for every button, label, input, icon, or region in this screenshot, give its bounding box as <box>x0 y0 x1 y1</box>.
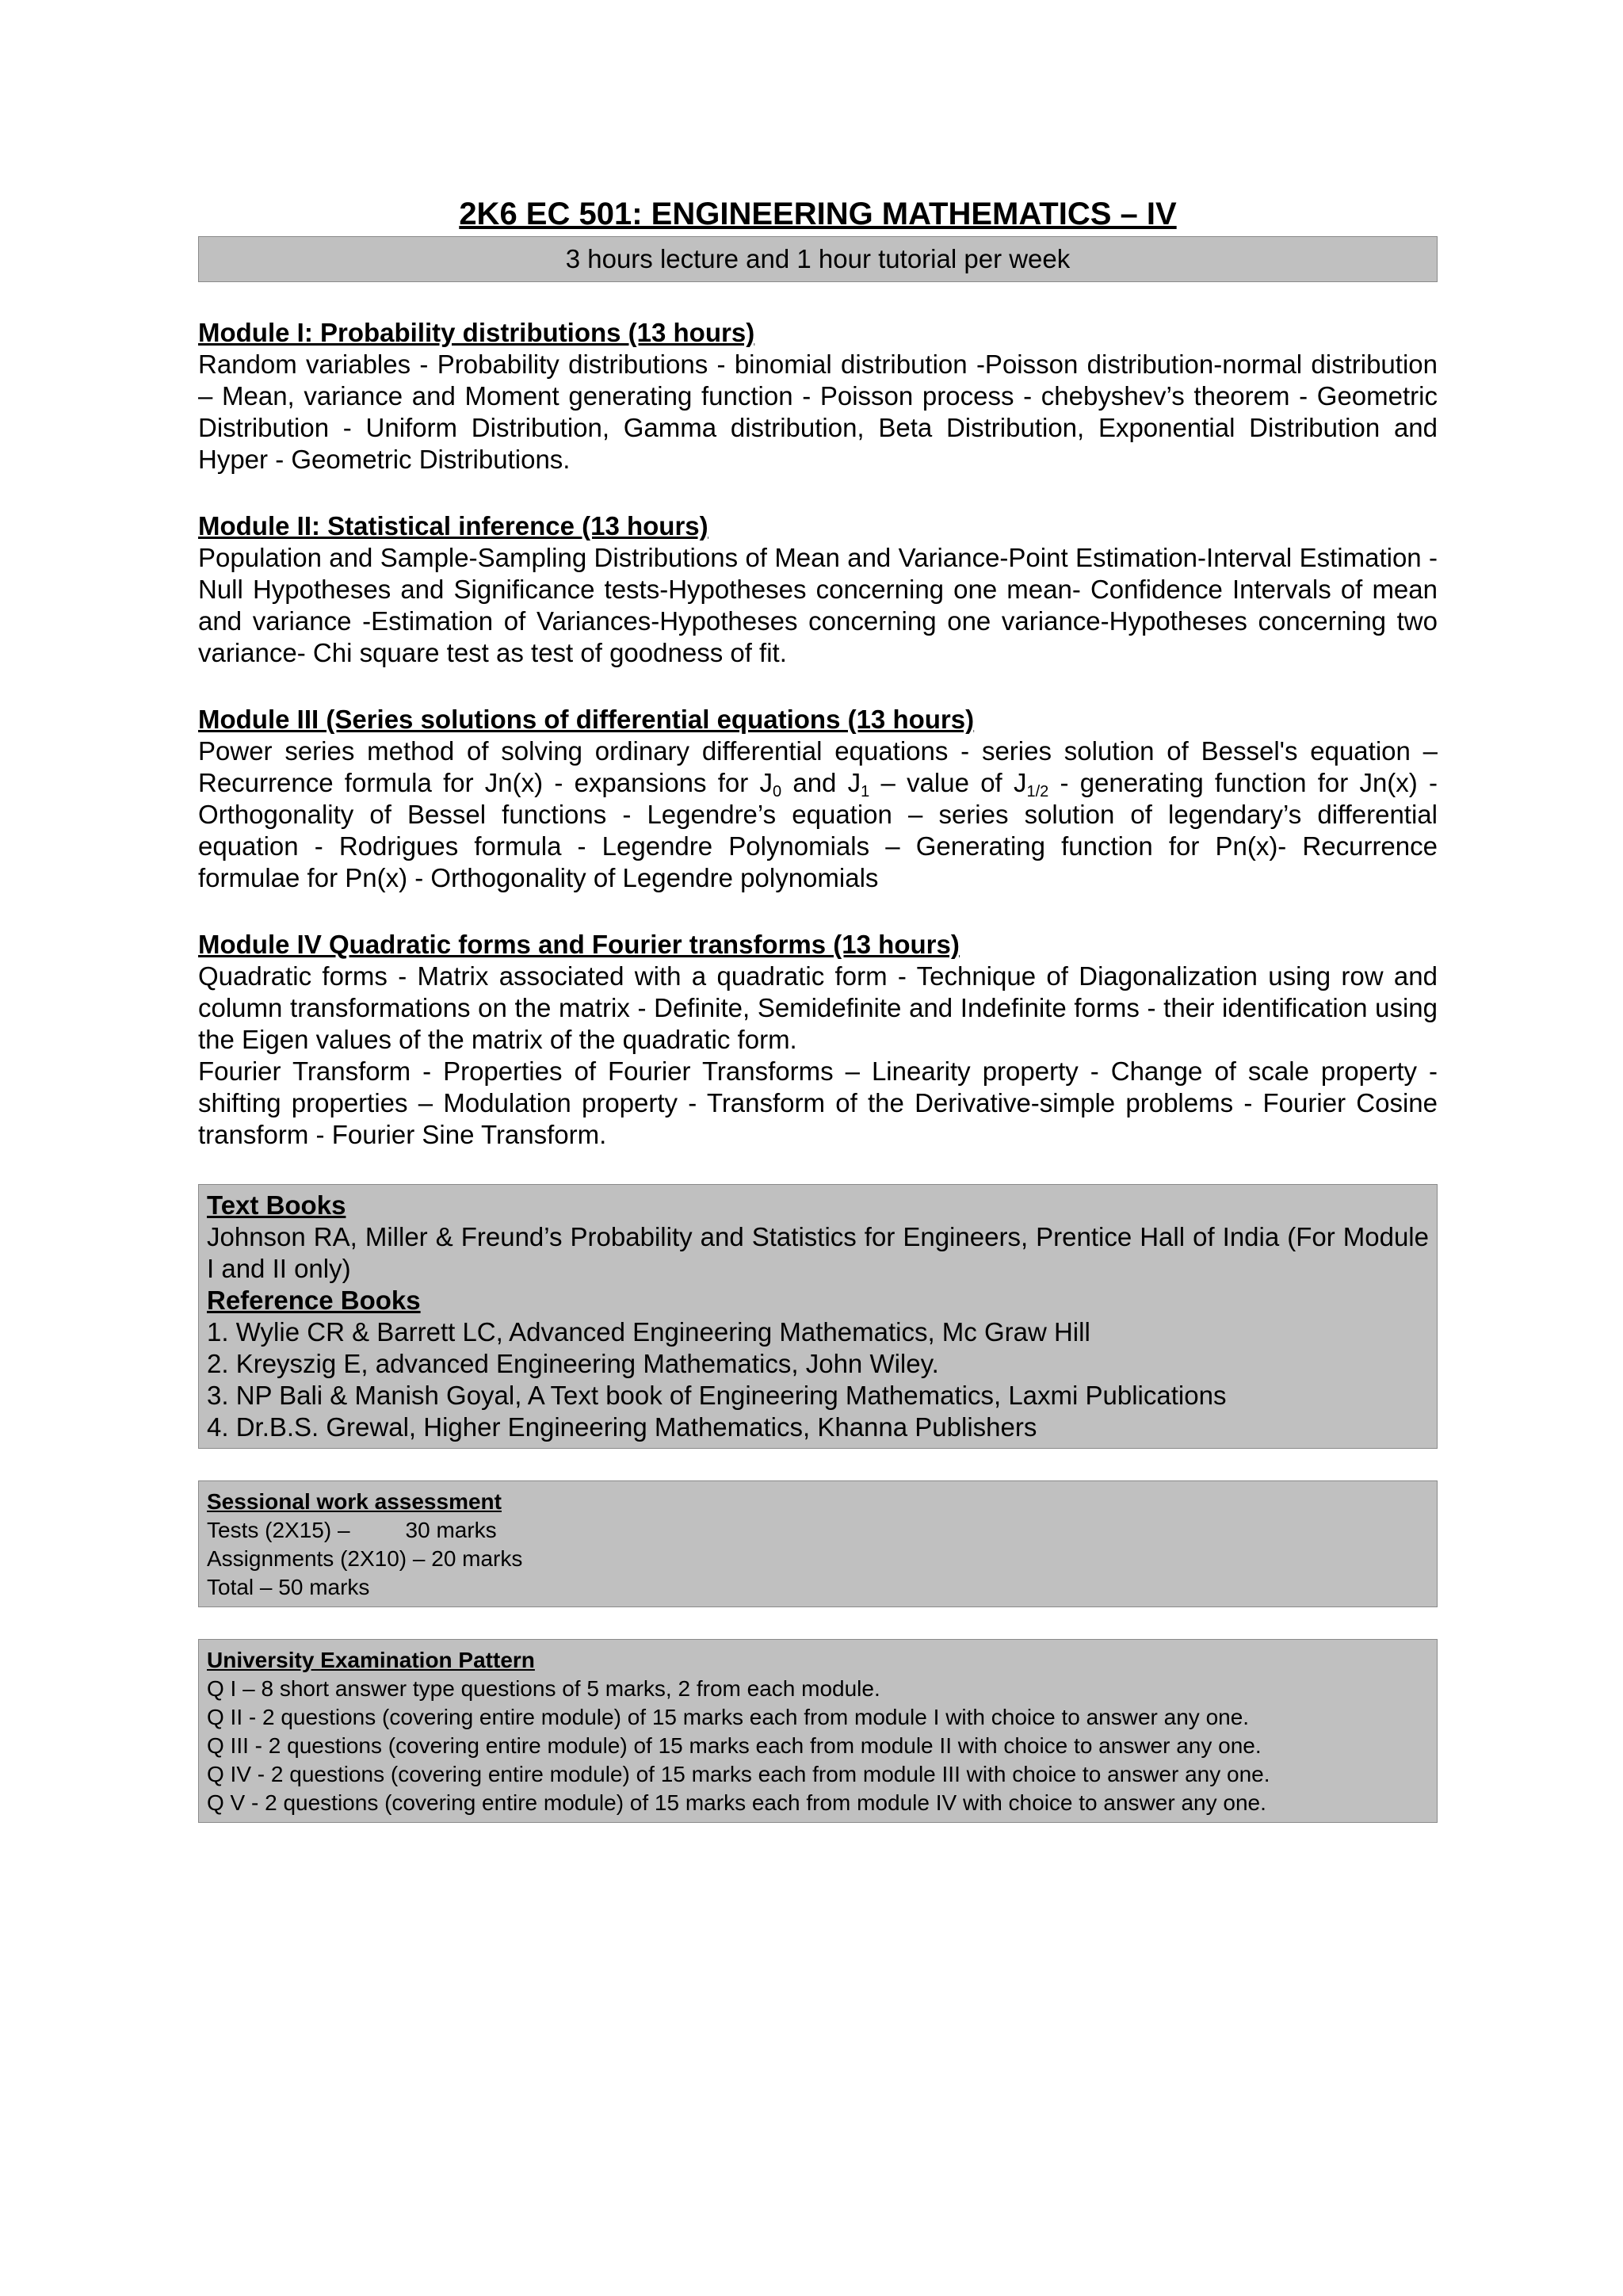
sessional-heading: Sessional work assessment <box>207 1489 502 1514</box>
module-3 <box>198 704 1438 894</box>
module-body <box>198 961 1438 1151</box>
exam-line: Q I – 8 short answer type questions of 5 marks, 2 from each module. <box>207 1676 880 1701</box>
text-book-entry: Johnson RA, Miller & Freund’s Probability and Statistics for Engineers, Prentice Hall of India (For Module I and II only) <box>207 1222 1429 1283</box>
module-body: Random variables - Probability distributions - binomial distribution -Poisson distribution-normal distribution – Mean, variance and Moment generating function - Poisson process - chebyshev’s theorem - Geometric Distribution - Uniform Distribution, Gamma distribution, Beta Distribution, Exponential Distribution and Hyper - Geometric Distributions. <box>198 350 1438 474</box>
module-heading: Module IV Quadratic forms and Fourier transforms (13 hours) <box>198 930 960 959</box>
exam-heading: University Examination Pattern <box>207 1648 535 1672</box>
tests-label: Tests (2X15) – <box>207 1518 350 1542</box>
module-text: Power series method of solving ordinary differential equations - series solution of Bessel's equation – Recurrence formula for Jn(x) - expansions for J <box>198 736 1438 797</box>
tests-value: 30 marks <box>405 1518 497 1542</box>
reference-book-item: 4. Dr.B.S. Grewal, Higher Engineering Mathematics, Khanna Publishers <box>207 1412 1037 1442</box>
text-books-heading: Text Books <box>207 1190 346 1220</box>
module-paragraph: Fourier Transform - Properties of Fourier Transforms – Linearity property - Change of scale property - shifting properties – Modulation property - Transform of the Derivative-simple problems - Fourier Cosine transform - Fourier Sine Transform. <box>198 1056 1438 1149</box>
reference-book-item: 2. Kreyszig E, advanced Engineering Mathematics, John Wiley. <box>207 1349 939 1378</box>
subscript: 1/2 <box>1026 783 1049 800</box>
reference-books-heading: Reference Books <box>207 1286 421 1315</box>
subscript: 0 <box>773 783 782 800</box>
exam-pattern-box <box>198 1639 1438 1823</box>
assignments-row: Assignments (2X10) – 20 marks <box>207 1546 523 1571</box>
module-paragraph: Quadratic forms - Matrix associated with a quadratic form - Technique of Diagonalization using row and column transformations on the matrix - Definite, Semidefinite and Indefinite forms - their identification using the Eigen values of the matrix of the quadratic form. <box>198 961 1438 1054</box>
module-heading: Module II: Statistical inference (13 hours) <box>198 511 708 541</box>
module-body <box>198 735 1438 894</box>
reference-book-item: 1. Wylie CR & Barrett LC, Advanced Engineering Mathematics, Mc Graw Hill <box>207 1317 1090 1347</box>
reference-book-item: 3. NP Bali & Manish Goyal, A Text book of Engineering Mathematics, Laxmi Publications <box>207 1381 1227 1410</box>
module-heading: Module I: Probability distributions (13 hours) <box>198 318 755 347</box>
module-body: Population and Sample-Sampling Distributions of Mean and Variance-Point Estimation-Interval Estimation -Null Hypotheses and Significance tests-Hypotheses concerning one mean- Confidence Intervals of mean and variance -Estimation of Variances-Hypotheses concerning one variance-Hypotheses concerning two variance- Chi square test as test of goodness of fit. <box>198 543 1438 667</box>
module-2 <box>198 510 1438 669</box>
module-text: - generating function for Jn(x) - Orthogonality of Bessel functions - Legendre’s equation – series solution of legendary’s differential equation - Rodrigues formula - Legendre Polynomials – Generating function for Pn(x)- Recurrence formulae for Pn(x) - Orthogonality of Legendre polynomials <box>198 768 1438 892</box>
exam-line: Q III - 2 questions (covering entire module) of 15 marks each from module II with choice to answer any one. <box>207 1733 1262 1758</box>
module-text: and J <box>781 768 861 797</box>
syllabus-page <box>198 195 1438 1823</box>
module-4 <box>198 929 1438 1151</box>
module-text: – value of J <box>869 768 1027 797</box>
page-title: 2K6 EC 501: ENGINEERING MATHEMATICS – IV <box>459 197 1177 231</box>
exam-line: Q II - 2 questions (covering entire module) of 15 marks each from module I with choice to answer any one. <box>207 1705 1250 1729</box>
exam-line: Q IV - 2 questions (covering entire module) of 15 marks each from module III with choice to answer any one. <box>207 1762 1270 1786</box>
module-1 <box>198 317 1438 476</box>
total-row: Total – 50 marks <box>207 1575 370 1599</box>
hours-banner: 3 hours lecture and 1 hour tutorial per week <box>198 236 1438 282</box>
subscript: 1 <box>861 783 870 800</box>
module-heading: Module III (Series solutions of differential equations (13 hours) <box>198 705 975 734</box>
books-box <box>198 1184 1438 1449</box>
sessional-box <box>198 1480 1438 1607</box>
exam-line: Q V - 2 questions (covering entire module) of 15 marks each from module IV with choice to answer any one. <box>207 1790 1266 1815</box>
tests-row <box>207 1516 1429 1545</box>
